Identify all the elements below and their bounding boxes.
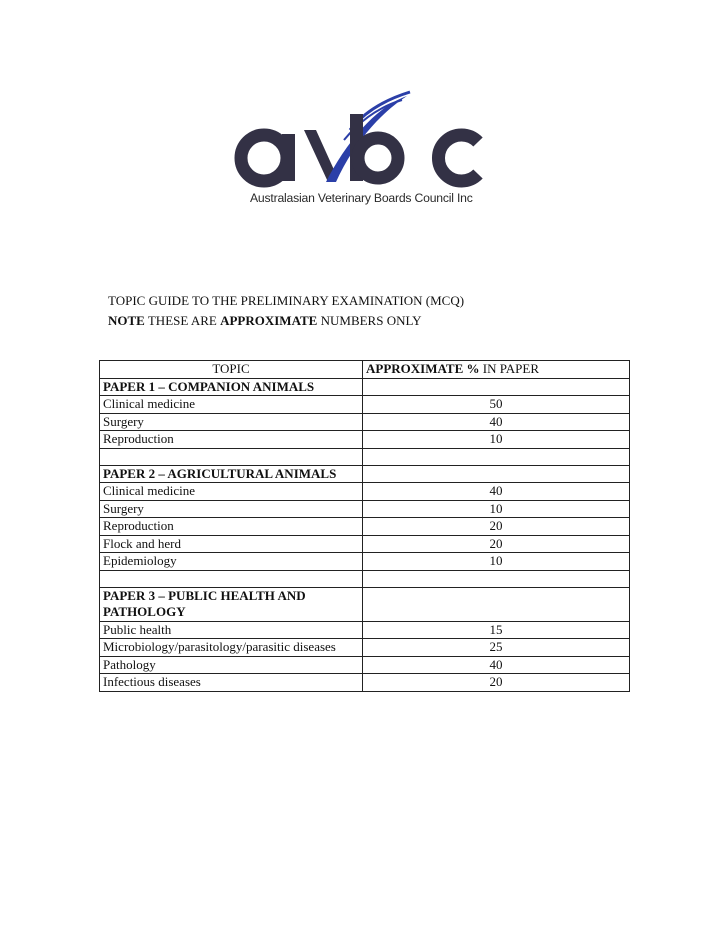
topic-cell: Infectious diseases (100, 674, 363, 692)
paper-title: PAPER 2 – AGRICULTURAL ANIMALS (100, 465, 363, 483)
topic-cell: Clinical medicine (100, 483, 363, 501)
paper-title: PAPER 3 – PUBLIC HEALTH AND PATHOLOGY (100, 587, 363, 621)
header-approximate-pct (363, 361, 630, 379)
pct-cell: 10 (363, 553, 630, 571)
table-row (100, 535, 630, 553)
table-header-row (100, 361, 630, 379)
note-text-1: THESE ARE (144, 313, 221, 328)
avbc-logo (232, 90, 494, 220)
topic-cell: Reproduction (100, 518, 363, 536)
topic-cell: Public health (100, 621, 363, 639)
paper-1-title-row (100, 378, 630, 396)
paper-title: PAPER 1 – COMPANION ANIMALS (100, 378, 363, 396)
table-row (100, 621, 630, 639)
topic-guide-table (99, 360, 630, 692)
table-row (100, 500, 630, 518)
avbc-wordmark-logo (232, 90, 494, 190)
table-row (100, 413, 630, 431)
spacer-row (100, 570, 630, 587)
pct-cell: 10 (363, 431, 630, 449)
document-heading (108, 291, 464, 331)
note-approximate: APPROXIMATE (220, 313, 318, 328)
logo-tagline: Australasian Veterinary Boards Council Inc (250, 191, 473, 205)
table-row (100, 656, 630, 674)
table-row (100, 483, 630, 501)
table-row (100, 396, 630, 414)
note-label: NOTE (108, 313, 145, 328)
table-row (100, 639, 630, 657)
pct-cell: 50 (363, 396, 630, 414)
pct-cell: 20 (363, 674, 630, 692)
heading-note (108, 311, 464, 331)
topic-cell: Surgery (100, 413, 363, 431)
header-pct-bold: APPROXIMATE % (366, 361, 480, 376)
spacer-row (100, 448, 630, 465)
topic-cell: Epidemiology (100, 553, 363, 571)
table-row (100, 553, 630, 571)
topic-cell: Microbiology/parasitology/parasitic diseases (100, 639, 363, 657)
table-row (100, 674, 630, 692)
paper-2-title-row (100, 465, 630, 483)
pct-cell: 40 (363, 483, 630, 501)
pct-cell: 40 (363, 413, 630, 431)
table-row (100, 518, 630, 536)
pct-cell: 10 (363, 500, 630, 518)
pct-cell: 20 (363, 518, 630, 536)
pct-cell: 15 (363, 621, 630, 639)
table-row (100, 431, 630, 449)
heading-title: TOPIC GUIDE TO THE PRELIMINARY EXAMINATION (MCQ) (108, 293, 465, 308)
pct-cell: 20 (363, 535, 630, 553)
topic-cell: Surgery (100, 500, 363, 518)
topic-cell: Pathology (100, 656, 363, 674)
pct-cell: 40 (363, 656, 630, 674)
paper-3-title-row (100, 587, 630, 621)
note-text-2: NUMBERS ONLY (317, 313, 422, 328)
topic-cell: Reproduction (100, 431, 363, 449)
header-topic: TOPIC (100, 361, 363, 379)
topic-cell: Flock and herd (100, 535, 363, 553)
topic-cell: Clinical medicine (100, 396, 363, 414)
pct-cell: 25 (363, 639, 630, 657)
header-pct-rest: IN PAPER (479, 361, 539, 376)
